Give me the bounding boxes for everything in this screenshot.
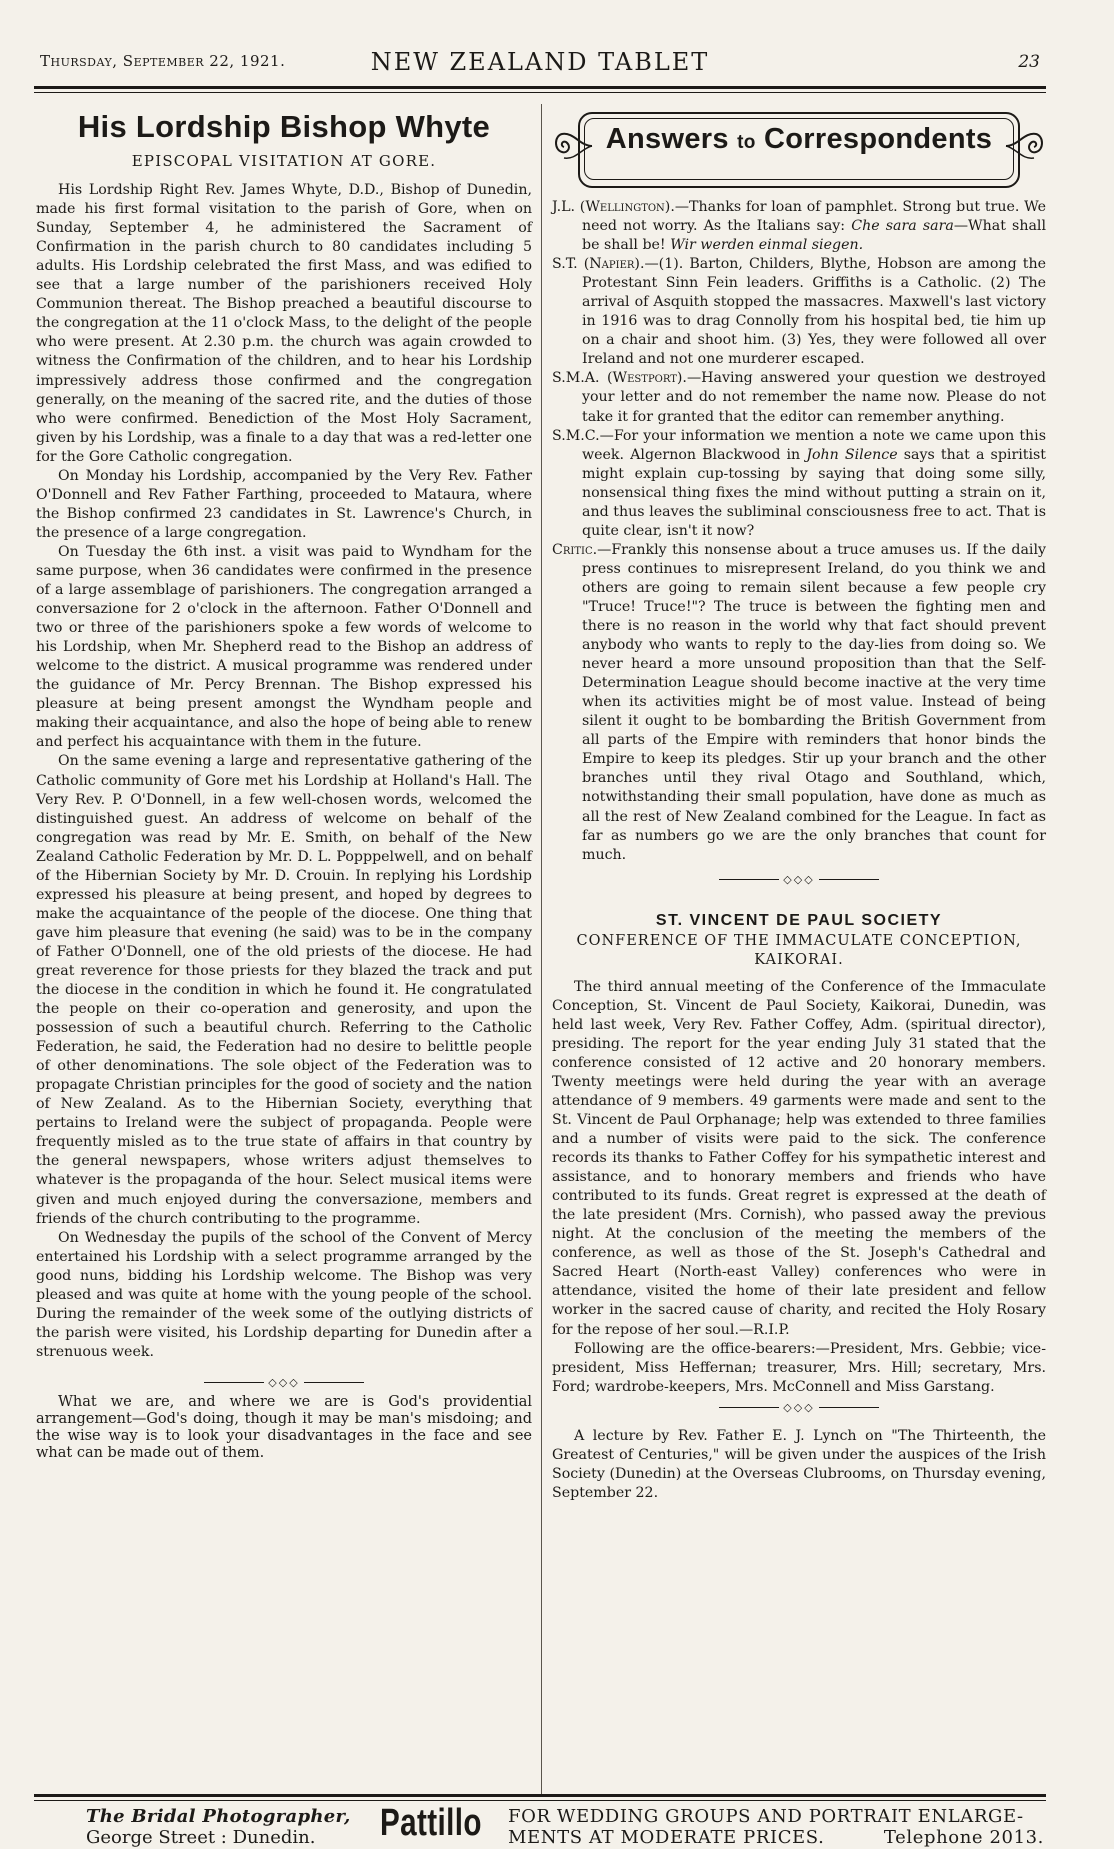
article-title: His Lordship Bishop Whyte: [77, 109, 491, 144]
article-paragraph: On Wednesday the pupils of the school of the Convent of Mercy entertained his Lordship with a select programme arranged by the good nuns, bidding his Lordship welcome. The Bishop was very pleased and was quite at home with the young people of the school. During the remainder of the week some of the outlying districts of the parish were visited, his Lordship departing for Dunedin after a strenuous week.: [36, 1229, 532, 1360]
running-header: [34, 48, 1046, 84]
advert-offer-line1: FOR WEDDING GROUPS AND PORTRAIT ENLARGE-: [508, 1806, 1024, 1827]
advert-rule-thin: [34, 1800, 1046, 1801]
entry-text: —Thanks for loan of pamphlet. Strong but true. We need not worry. As the Italians say:: [582, 199, 1046, 235]
advert-offer-row2: [508, 1827, 1044, 1848]
svp-heading: ST. VINCENT DE PAUL SOCIETY: [655, 911, 943, 929]
section-separator: [552, 1397, 1046, 1419]
advert-address: George Street : Dunedin.: [86, 1827, 316, 1848]
header-rule-thin: [34, 92, 1046, 93]
section-separator: [36, 1372, 532, 1394]
banner-word-correspondents: Correspondents: [764, 123, 993, 155]
banner-word-to: to: [737, 132, 756, 153]
correspondent-entry: [552, 427, 1046, 541]
banner-title: [552, 123, 1046, 155]
header-rule: [34, 86, 1046, 89]
article-paragraph: On Monday his Lordship, accompanied by the Very Rev. Father O'Donnell and Rev Father Farthing, proceeded to Mataura, where the Bishop confirmed 23 candidates in St. Lawrence's Church, in the presence of a large congregation.: [36, 467, 532, 541]
entry-text: —Frankly this nonsense about a truce amuses us. If the daily press continues to misrepresent Ireland, do you think we and others are going to remain silent because a few people cry "Truce! Truce!"? The truce is between the fighting men and there is no reason in the world why that fact should prevent anybody who wants to reply to the day-lies from doing so. We never heard a more unsound proposition than that the Self-Determination League should become inactive at the very time when its activities might be of most value. Instead of being silent it ought to be bombarding the British Government from all parts of the Empire with reminders that honor binds the Empire to keep its pledges. Stir up your branch and the other branches until they rival Otago and Southland, which, notwithstanding their small population, have done as much as all the rest of New Zealand combined for the League. In fact as far as numbers go we are the only branches that count for much.: [582, 541, 1046, 863]
page-number: 23: [1018, 52, 1040, 72]
svp-subheading-line1: CONFERENCE OF THE IMMACULATE CONCEPTION,: [576, 932, 1022, 949]
banner-word-answers: Answers: [605, 123, 729, 155]
correspondent-tag: S.M.A. (Westport).: [552, 370, 687, 387]
entry-text: —Having answered your question we destroyed your letter and do not remember the name now. Please do not take it for granted that the editor can remember anything.: [582, 370, 1046, 425]
issue-date: Thursday, September 22, 1921.: [40, 52, 286, 70]
entry-emphasis: Che sara sara: [851, 218, 954, 235]
svp-paragraph: The third annual meeting of the Conference of the Immaculate Conception, St. Vincent de Paul Society, Kaikorai, Dunedin, was held last week, Very Rev. Father Coffey, Adm. (spiritual director), presiding. The report for the year ending July 31 stated that the conference consisted of 12 active and 20 honorary members. Twenty meetings were held during the year with an average attendance of 9 members. 49 garments were made and sent to the St. Vincent de Paul Orphanage; help was extended to three families and a number of visits were paid to the sick. The conference records its thanks to Father Coffey for his sympathetic interest and assistance, and to honorary members and friends who have contributed to its funds. Great regret is expressed at the death of the late president (Mrs. Cornish), who passed away the previous night. At the conclusion of the meeting the members of the conference, as well as those of the St. Joseph's Cathedral and Sacred Heart (North-east Valley) conferences who were in attendance, visited the home of their late president and fellow worker in the sacred cause of charity, and recited the Holy Rosary for the repose of her soul.—R.I.P.: [552, 978, 1046, 1338]
correspondent-tag: J.L. (Wellington).: [552, 199, 675, 215]
advert-offer-line2: MENTS AT MODERATE PRICES.: [508, 1827, 825, 1848]
svp-subheading-line2: KAIKORAI.: [754, 951, 844, 968]
advert-rule: [34, 1794, 1046, 1797]
article-paragraph: On Tuesday the 6th inst. a visit was paid to Wyndham for the same purpose, when 36 candidates were confirmed in the presence of a large assemblage of parishioners. The congregation arranged a conversazione for 2 o'clock in the afternoon. Father O'Donnell and two or three of the parishioners spoke a few words of welcome to his Lordship, when Mr. Shepherd read to the Bishop an address of welcome to the district. A musical programme was rendered under the guidance of Mr. Percy Brennan. The Bishop expressed his pleasure at being present amongst the Wyndham people and making their acquaintance, and also the hope of being able to renew and perfect his acquaintance with them in the future.: [36, 543, 532, 751]
right-column: [552, 108, 1046, 1503]
svp-paragraph: Following are the office-bearers:—President, Mrs. Gebbie; vice-president, Miss Heffernan; treasurer, Mrs. Hill; secretary, Mrs. Ford; wardrobe-keepers, Mrs. McConnell and Miss Garstang.: [552, 1340, 1046, 1395]
separator-ornament: ◇◇◇: [783, 1400, 815, 1414]
quote-text: What we are, and where we are is God's providential arrangement—God's doing, though it may be man's misdoing; and the wise way is to look your disadvantages in the face and see what can be made out of them.: [36, 1393, 532, 1461]
entry-emphasis: Wir werden einmal siegen.: [670, 237, 864, 254]
left-column: [36, 108, 532, 1462]
advert-telephone: Telephone 2013.: [883, 1827, 1044, 1848]
separator-ornament: ◇◇◇: [783, 872, 815, 886]
masthead-title: NEW ZEALAND TABLET: [370, 48, 710, 76]
article-subtitle: EPISCOPAL VISITATION AT GORE.: [131, 152, 437, 170]
entry-text: says that a spiritist might explain cup-tossing by saying that doing some silly, nonsensical thing fixes the mind without putting a strain on it, and thus leaves the subliminal consciousness free to act. That is quite clear, isn't it now?: [582, 446, 1046, 539]
quote-block: [36, 1394, 532, 1462]
column-divider: [541, 104, 542, 1794]
correspondent-tag: Critic.: [552, 541, 598, 558]
photographer-advert: [34, 1802, 1046, 1848]
correspondent-entry: [552, 369, 1046, 426]
article-paragraph: His Lordship Right Rev. James Whyte, D.D., Bishop of Dunedin, made his first formal visitation to the parish of Gore, when on Sunday, September 4, he administered the Sacrament of Confirmation in the parish church to 80 candidates including 5 adults. His Lordship celebrated the first Mass, and was edified to see that a large number of the parishioners received Holy Communion thereat. The Bishop preached a beautiful discourse to the congregation at the 11 o'clock Mass, to the delight of the people who were present. At 2.30 p.m. the church was again crowded to witness the Confirmation of the children, and to hear his Lordship impressively address those confirmed and the congregation generally, on the meaning of the sacred rite, and the duties of those who were confirmed. Benediction of the Most Holy Sacrament, given by his Lordship, was a finale to a day that was a red-letter one for the Gore Catholic congregation.: [36, 182, 532, 465]
entry-emphasis: John Silence: [806, 446, 898, 463]
correspondent-tag: S.T. (Napier).: [552, 256, 645, 273]
article-paragraph: On the same evening a large and representative gathering of the Catholic community of Gore met his Lordship at Holland's Hall. The Very Rev. P. O'Donnell, in a few well-chosen words, welcomed the distinguished guest. An address of welcome on behalf of the congregation was read by Mr. E. Smith, on behalf of the New Zealand Catholic Federation by Mr. D. L. Popppelwell, and on behalf of the Hibernian Society by Mr. D. Crouin. In replying his Lordship expressed his pleasure at being present, and hoped by degrees to make the acquaintance of the people of the diocese. One thing that gave him pleasure that evening (he said) was to be in the company of Father O'Donnell, one of the old priests of the diocese. He had great reverence for those priests for they blazed the track and put the diocese in the condition in which he found it. He congratulated the people on their co-operation and generosity, and upon the possession of such a beautiful church. Referring to the Catholic Federation, he said, the Federation had no desire to belittle people of other denominations. The sole object of the Federation was to propagate Christian principles for the good of society and the nation of New Zealand. As to the Hibernian Society, everything that pertains to Ireland were the subject of propaganda. People were frequently misled as to the true state of affairs in that country by the general newspapers, whose writers adjust themselves to whatever is the propaganda of the hour. Select musical items were given and much enjoyed during the conversazione, members and friends of the church contributing to the programme.: [36, 753, 532, 1227]
advert-left: [86, 1806, 351, 1848]
advert-brand: Pattillo: [380, 1802, 482, 1844]
lecture-notice: A lecture by Rev. Father E. J. Lynch on "The Thirteenth, the Greatest of Centuries," will be given under the auspices of the Irish Society (Dunedin) at the Overseas Clubrooms, on Thursday evening, September 22.: [552, 1427, 1046, 1501]
correspondent-entry: [552, 541, 1046, 865]
advert-offer: [508, 1806, 1044, 1848]
advert-studio-name: The Bridal Photographer,: [86, 1806, 351, 1827]
section-separator: [552, 869, 1046, 891]
entry-text: —What shall be shall be!: [582, 218, 1046, 254]
answers-banner: [552, 108, 1046, 190]
correspondent-tag: S.M.C.: [552, 427, 600, 444]
entry-text: —For your information we mention a note we came upon this week. Algernon Blackwood in: [582, 427, 1046, 463]
svp-subheading: [552, 932, 1046, 970]
correspondent-entry: [552, 198, 1046, 255]
separator-ornament: ◇◇◇: [268, 1375, 300, 1389]
entry-text: —(1). Barton, Childers, Blythe, Hobson are among the Protestant Sinn Fein leaders. Griffiths is a Catholic. (2) The arrival of Asquith stopped the massacres. Maxwell's last victory in 1916 was to drag Connolly from his hospital bed, tie him up on a chair and shoot him. (3) Yes, they were followed all over Ireland and not one murderer escaped.: [582, 256, 1047, 368]
correspondent-entry: [552, 255, 1046, 369]
